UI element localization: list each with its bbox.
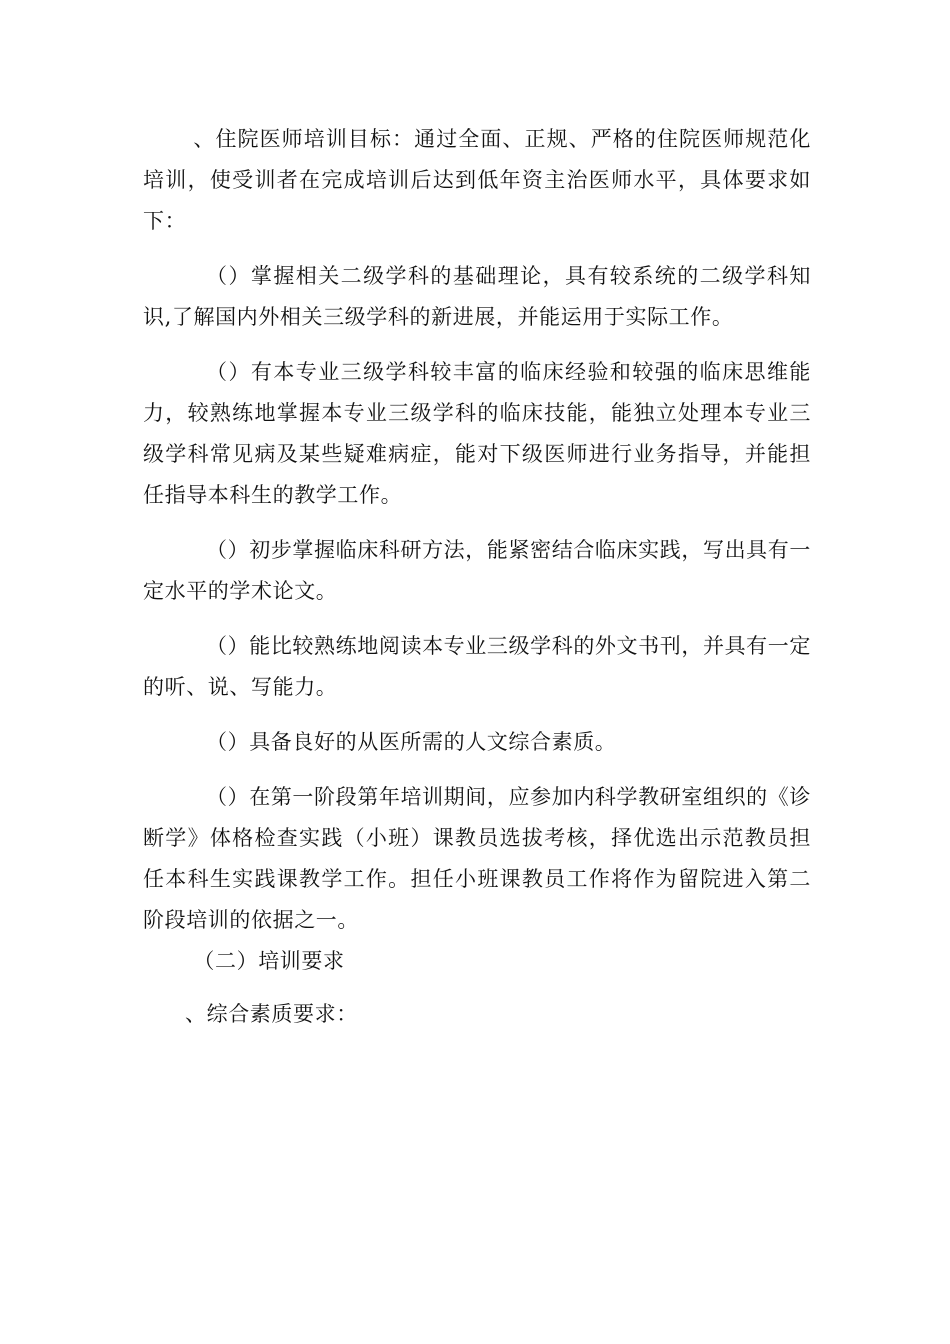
paragraph-training-goal: 、住院医师培训目标：通过全面、正规、严格的住院医师规范化培训，使受训者在完成培训后达到低年资主治医师水平，具体要求如下：	[143, 127, 811, 233]
document-body	[143, 119, 811, 1035]
paragraph-item-6: （）在第一阶段第年培训期间，应参加内科学教研室组织的《诊断学》体格检查实践（小班）课教员选拔考核，择优选出示范教员担任本科生实践课教学工作。担任小班课教员工作将作为留院进入第二阶段培训的依据之一。	[143, 785, 811, 932]
paragraph-item-3: （）初步掌握临床科研方法，能紧密结合临床实践，写出具有一定水平的学术论文。	[143, 538, 811, 603]
paragraph-item-5: （）具备良好的从医所需的人文综合素质。	[206, 730, 617, 754]
paragraph-item-1: （）掌握相关二级学科的基础理论，具有较系统的二级学科知识,了解国内外相关三级学科的新进展，并能运用于实际工作。	[143, 264, 811, 329]
paragraph-quality-requirements: 、综合素质要求：	[185, 1002, 358, 1026]
paragraph-item-4: （）能比较熟练地阅读本专业三级学科的外文书刊，并具有一定的听、说、写能力。	[143, 634, 811, 699]
paragraph-item-2: （）有本专业三级学科较丰富的临床经验和较强的临床思维能力，较熟练地掌握本专业三级学科的临床技能，能独立处理本专业三级学科常见病及某些疑难病症，能对下级医师进行业务指导，并能担任指导本科生的教学工作。	[143, 360, 811, 507]
section-heading-training-requirements: （二）培训要求	[193, 949, 345, 973]
